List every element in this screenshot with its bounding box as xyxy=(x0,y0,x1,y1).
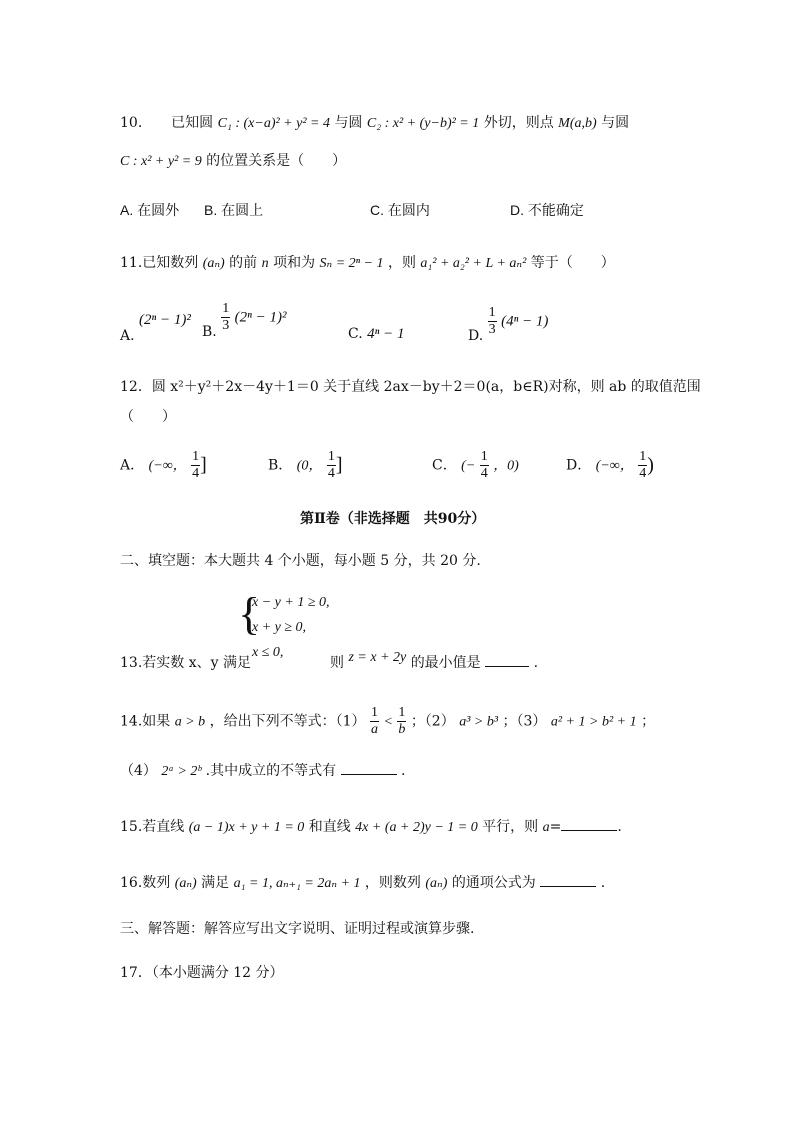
frac-den: a xyxy=(371,722,378,737)
q11-text: 11.已知数列 xyxy=(120,255,199,271)
q11-option-d-fraction xyxy=(488,306,497,337)
q14-frac-1 xyxy=(370,706,379,737)
q11-option-d-expr: (4ⁿ − 1) xyxy=(501,313,549,330)
frac-num: 1 xyxy=(488,305,496,320)
q16-sequence: (aₙ) xyxy=(174,876,197,891)
q16-answer-blank[interactable] xyxy=(540,874,596,887)
q14-ineq-4: 2ᵃ > 2ᵇ xyxy=(161,764,202,779)
q14-end: . xyxy=(400,763,406,779)
q16-text: 16.数列 xyxy=(120,875,171,891)
q11-squares-sum: a₁² + a₂² + L + aₙ² xyxy=(420,256,527,271)
q10-option-b: B. 在圆上 xyxy=(204,202,264,218)
q14-frac-2 xyxy=(397,706,406,737)
q11-n: n xyxy=(261,256,269,271)
q10-option-d: D. 不能确定 xyxy=(510,202,584,218)
q16-text: 的通项公式为 xyxy=(451,875,536,891)
q11-text: 的前 xyxy=(229,255,258,271)
q10-number: 10. xyxy=(120,115,143,131)
q11-option-d xyxy=(468,305,549,344)
frac-den: 4 xyxy=(480,466,488,481)
q14-text: 14.如果 xyxy=(120,713,171,730)
frac-den: b xyxy=(398,722,406,737)
q12-option-c-fraction xyxy=(480,450,489,481)
option-label: C. xyxy=(348,326,363,342)
frac-num: 1 xyxy=(327,449,335,464)
frac-den: 4 xyxy=(639,466,647,481)
q10-line2 xyxy=(120,150,346,170)
q15-stem xyxy=(120,816,622,836)
q12-option-d-left: (−∞， xyxy=(595,458,634,474)
q12-option-c-left: (− xyxy=(461,458,476,474)
q12-option-d-fraction xyxy=(638,450,647,481)
q12-option-b-fraction xyxy=(327,450,336,481)
q11-sum-formula: Sₙ = 2ⁿ − 1 xyxy=(319,256,384,271)
q14-text: ，给出下列不等式：（1） xyxy=(209,713,366,730)
option-label: A. xyxy=(120,328,135,344)
q11-option-c xyxy=(348,326,404,343)
q11-option-a xyxy=(120,312,191,344)
q14-text: ； xyxy=(641,713,656,730)
q10-circle-c: C : x² + y² = 9 xyxy=(120,154,202,169)
frac-num: 1 xyxy=(480,449,488,464)
q16-end: . xyxy=(600,875,606,891)
option-label: B. xyxy=(202,323,217,340)
frac-num: 1 xyxy=(371,705,378,720)
q10-option-a: A. 在圆外 xyxy=(120,202,180,218)
q14-text: ；（2） xyxy=(410,713,455,730)
q10-option-c: C. 在圆内 xyxy=(370,202,430,218)
q11-option-a-expr: (2ⁿ − 1)² xyxy=(139,312,191,328)
q15-line-1: (a − 1)x + y + 1 = 0 xyxy=(188,820,305,835)
q15-end: . xyxy=(617,819,622,835)
option-label: A． xyxy=(120,457,145,474)
q13-constraint-3: x ≤ 0, xyxy=(252,645,284,660)
q15-variable-a: a xyxy=(542,820,550,835)
q10-circle-c2: C₂ : x² + (y−b)² = 1 xyxy=(366,116,480,131)
q16-sequence: (aₙ) xyxy=(425,876,448,891)
frac-den: 3 xyxy=(222,318,230,333)
q13-end: . xyxy=(533,655,539,671)
q11-option-b-expr: (2ⁿ − 1)² xyxy=(234,309,287,326)
q15-text: 15.若直线 xyxy=(120,819,185,835)
q10-text: 与圆 xyxy=(601,115,630,131)
q11-text: ，则 xyxy=(387,255,416,271)
q15-line-2: 4x + (a + 2)y − 1 = 0 xyxy=(355,820,478,835)
q14-line2 xyxy=(120,760,405,780)
q16-text: 满足 xyxy=(201,875,230,891)
section-2-heading: 第Ⅱ卷（非选择题 共90分） xyxy=(300,511,486,527)
q14-answer-blank[interactable] xyxy=(341,762,397,775)
frac-den: 3 xyxy=(488,322,496,337)
q15-answer-blank[interactable] xyxy=(561,818,617,831)
q10-circle-c1: C₁ : (x−a)² + y² = 4 xyxy=(217,116,330,131)
q12-paren: （ ） xyxy=(120,409,176,425)
q17-stem: 17．（本小题满分 12 分） xyxy=(120,965,284,981)
q10-text: 已知圆 xyxy=(171,115,214,131)
q16-recurrence: a₁ = 1, aₙ₊₁ = 2aₙ + 1 xyxy=(233,876,361,891)
q14-line1 xyxy=(120,706,655,737)
q12-stem: 12．圆 x²＋y²＋2x－4y＋1＝0 关于直线 2ax－by＋2＝0(a，b∈R)对称，则 ab 的取值范围 xyxy=(120,379,701,395)
q13-answer-blank[interactable] xyxy=(485,654,529,667)
q11-text: 等于（ ） xyxy=(530,255,615,271)
q16-text: ，则数列 xyxy=(364,875,421,891)
q12-option-a: A． (−∞， $\frac{1}{4}$ ] xyxy=(120,449,207,481)
q14-text: （4） xyxy=(120,763,157,779)
frac-num: 1 xyxy=(639,449,647,464)
q11-text: 项和为 xyxy=(273,255,316,271)
q11-stem xyxy=(120,252,615,272)
frac-num: 1 xyxy=(192,449,200,464)
q11-sequence: (aₙ) xyxy=(202,256,225,271)
q11-option-b xyxy=(202,301,287,340)
q14-ineq-3: a² + 1 > b² + 1 xyxy=(550,714,637,730)
option-label: C． xyxy=(432,457,457,474)
frac-den: 4 xyxy=(192,466,200,481)
q12-option-a-left: (−∞， xyxy=(148,458,187,474)
q15-text: 平行，则 xyxy=(482,819,539,835)
q14-text: .其中成立的不等式有 xyxy=(205,763,337,779)
option-label: B． xyxy=(268,457,293,474)
q12-option-a-fraction xyxy=(191,450,200,481)
frac-num: 1 xyxy=(398,705,406,720)
q12-option-c-right: ，0) xyxy=(493,458,519,474)
q10-point-m: M(a,b) xyxy=(558,116,597,131)
q13-tail xyxy=(330,652,538,672)
q13-brace: { xyxy=(238,588,261,639)
q14-less-than: < xyxy=(383,714,393,730)
q13-text: 则 xyxy=(330,655,344,671)
q10-text: 与圆 xyxy=(334,115,363,131)
q14-condition: a > b xyxy=(174,714,206,730)
q13-stem: 13.若实数 x、y 满足 xyxy=(120,655,251,671)
frac-num: 1 xyxy=(222,301,230,316)
section-3-heading: 三、解答题：解答应写出文字说明、证明过程或演算步骤. xyxy=(120,921,475,937)
option-label: D． xyxy=(566,457,592,474)
q10-text: 的位置关系是（ ） xyxy=(206,153,347,169)
q12-option-b-left: (0， xyxy=(296,458,323,474)
q13-text: 的最小值是 xyxy=(410,655,481,671)
q12-option-c xyxy=(432,450,519,481)
q10-text: 外切，则点 xyxy=(483,115,554,131)
q14-ineq-2: a³ > b³ xyxy=(459,714,499,730)
q15-equals: = xyxy=(549,819,562,835)
q14-text: ；（3） xyxy=(502,713,547,730)
q13-constraint-1: x − y + 1 ≥ 0, xyxy=(252,595,330,610)
option-label: D. xyxy=(468,327,484,344)
section-2-instructions: 二、填空题：本大题共 4 个小题，每小题 5 分，共 20 分. xyxy=(120,553,481,569)
q13-constraint-2: x + y ≥ 0, xyxy=(252,620,307,635)
q12-option-b: B． (0， $\frac{1}{4}$ ] xyxy=(268,449,343,481)
q10-line1 xyxy=(120,112,629,132)
q13-objective: z = x + 2y xyxy=(348,650,407,665)
q16-stem xyxy=(120,872,605,892)
q11-option-c-expr: 4ⁿ − 1 xyxy=(367,326,405,342)
q12-option-d: D． (−∞， $\frac{1}{4}$ ) xyxy=(566,449,654,481)
frac-den: 4 xyxy=(327,466,335,481)
q15-text: 和直线 xyxy=(308,819,351,835)
q11-option-b-fraction xyxy=(221,302,230,333)
